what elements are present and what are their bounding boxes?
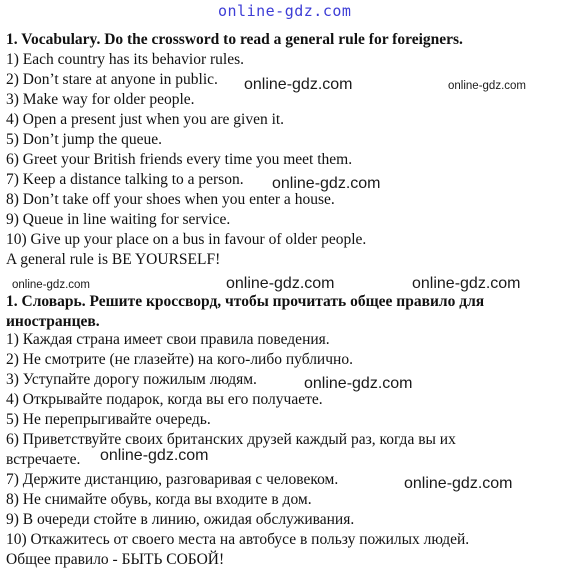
russian-item-4: 4) Открывайте подарок, когда вы его получаете. <box>6 391 323 408</box>
english-item-7: 7) Keep a distance talking to a person. <box>6 171 244 188</box>
russian-item-9: 9) В очереди стойте в линию, ожидая обслуживания. <box>6 511 355 528</box>
watermark: online-gdz.com <box>226 275 335 292</box>
russian-item-6: 6) Приветствуйте своих британских друзей каждый раз, когда вы их <box>6 431 456 448</box>
english-item-3: 3) Make way for older people. <box>6 91 195 108</box>
russian-item-3: 3) Уступайте дорогу пожилым людям. <box>6 371 257 388</box>
russian-heading-line2: иностранцев. <box>6 313 100 330</box>
english-item-4: 4) Open a present just when you are given it. <box>6 111 285 128</box>
english-rule: A general rule is BE YOURSELF! <box>6 251 221 268</box>
russian-item-6-cont: встречаете. <box>6 451 81 468</box>
english-heading: 1. Vocabulary. Do the crossword to read a general rule for foreigners. <box>6 31 463 48</box>
watermark: online-gdz.com <box>272 175 381 192</box>
english-item-9: 9) Queue in line waiting for service. <box>6 211 231 228</box>
english-item-1: 1) Each country has its behavior rules. <box>6 51 245 68</box>
english-item-2: 2) Don’t stare at anyone in public. <box>6 71 218 88</box>
russian-rule: Общее правило - БЫТЬ СОБОЙ! <box>6 551 225 568</box>
russian-item-1: 1) Каждая страна имеет свои правила поведения. <box>6 331 330 348</box>
watermark: online-gdz.com <box>244 76 353 93</box>
watermark: online-gdz.com <box>100 447 209 464</box>
watermark: online-gdz.com <box>412 275 521 292</box>
watermark: online-gdz.com <box>304 375 413 392</box>
watermark: online-gdz.com <box>448 80 526 92</box>
english-item-6: 6) Greet your British friends every time you meet them. <box>6 151 353 168</box>
english-item-5: 5) Don’t jump the queue. <box>6 131 162 148</box>
english-item-8: 8) Don’t take off your shoes when you enter a house. <box>6 191 335 208</box>
russian-item-5: 5) Не перепрыгивайте очередь. <box>6 411 211 428</box>
russian-item-2: 2) Не смотрите (не глазейте) на кого-либо публично. <box>6 351 353 368</box>
watermark-top: online-gdz.com <box>218 2 352 20</box>
english-item-10: 10) Give up your place on a bus in favour of older people. <box>6 231 367 248</box>
russian-heading-line1: 1. Словарь. Решите кроссворд, чтобы прочитать общее правило для <box>6 293 485 310</box>
watermark: online-gdz.com <box>404 475 513 492</box>
russian-item-7: 7) Держите дистанцию, разговаривая с человеком. <box>6 471 339 488</box>
watermark: online-gdz.com <box>12 279 90 291</box>
russian-item-8: 8) Не снимайте обувь, когда вы входите в дом. <box>6 491 312 508</box>
russian-item-10: 10) Откажитесь от своего места на автобусе в пользу пожилых людей. <box>6 531 470 548</box>
